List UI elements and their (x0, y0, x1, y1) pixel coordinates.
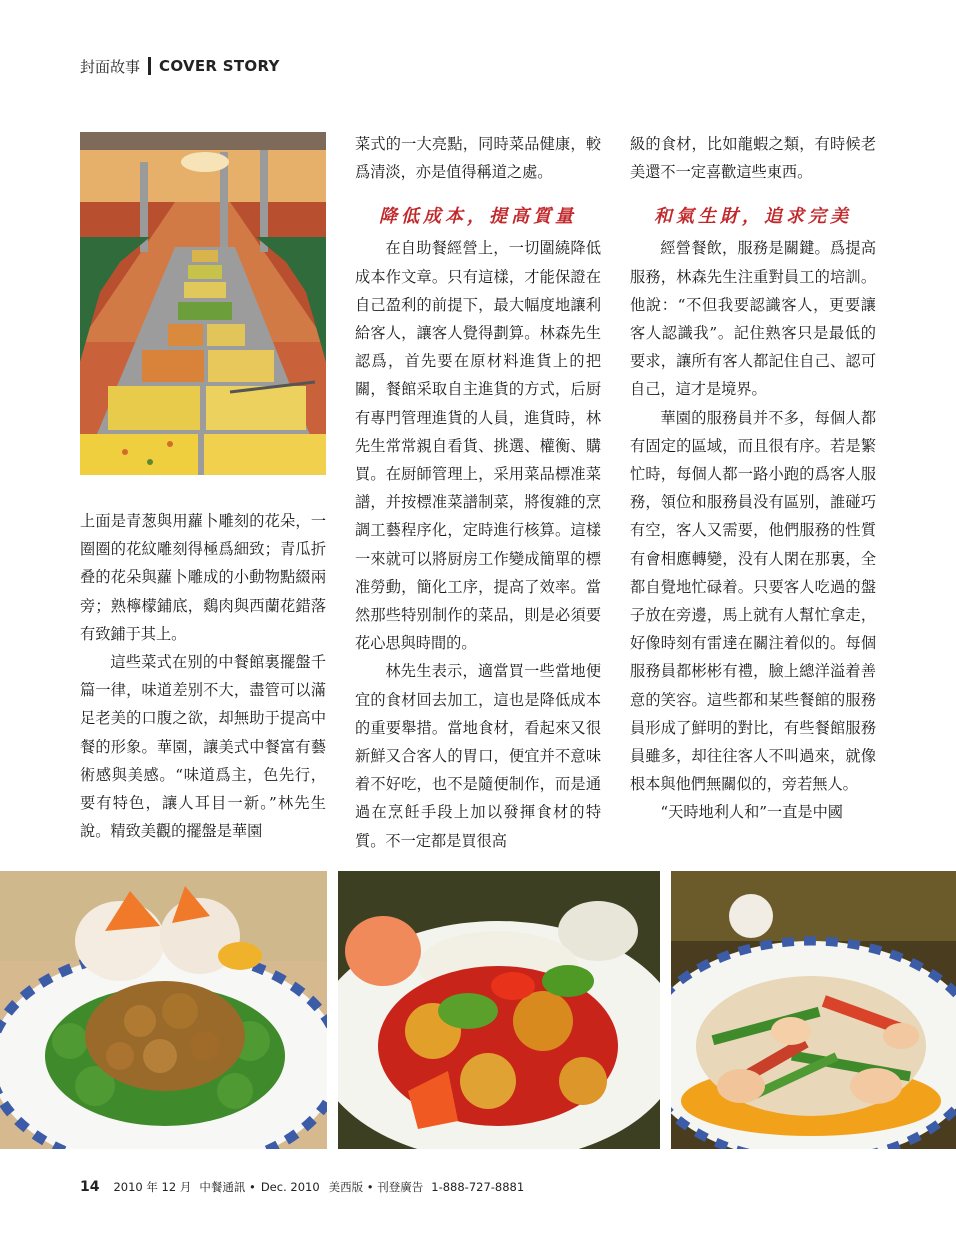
footer-date-cn: 2010 年 12 月 (113, 1180, 192, 1194)
text-column-3 (630, 130, 876, 827)
dish-photo-shrimp-peas (671, 871, 956, 1149)
footer-phone: 1-888-727-8881 (431, 1180, 525, 1194)
section-label-cn: 封面故事 (80, 57, 141, 76)
col1-paragraph-1: 上面是青葱與用蘿卜雕刻的花朵，一圈圈的花紋雕刻得極爲細致；青瓜折叠的花朵與蘿卜雕成的小動物點綴兩旁；熟檸檬鋪底，鷄肉與西蘭花錯落有致鋪于其上。 (80, 512, 326, 643)
text-column-2 (355, 130, 601, 855)
subhead-service: 和氣生財，追求完美 (654, 206, 852, 228)
subhead-cost: 降低成本，提高質量 (379, 206, 577, 228)
page-number: 14 (80, 1179, 100, 1195)
col1-paragraph-2: 這些菜式在别的中餐館裏擺盤千篇一律，味道差别不大，盡管可以滿足老美的口腹之欲，却無助于提高中餐的形象。華園，讓美式中餐富有藝術感與美感。“味道爲主，色先行，要有特色，讓人耳目一新。”林先生說。精致美觀的擺盤是華園 (80, 653, 326, 841)
section-label-en: COVER STORY (159, 57, 280, 75)
footer-edition: 美西版 • 刊登廣告 (328, 1180, 424, 1194)
dish-photo-chicken-broccoli (0, 871, 327, 1149)
page-header (80, 54, 280, 78)
col2-paragraph-top: 菜式的一大亮點，同時菜品健康，較爲清淡，亦是值得稱道之處。 (355, 135, 601, 182)
col3-paragraph-3: “天時地利人和”一直是中國 (660, 803, 843, 822)
footer-date-en: Dec. 2010 (260, 1180, 320, 1194)
footer-magazine: 中餐通訊 • (199, 1180, 256, 1194)
col3-paragraph-top: 級的食材，比如龍蝦之類，有時候老美還不一定喜歡這些東西。 (630, 135, 876, 182)
col3-paragraph-2: 華園的服務員并不多，每個人都有固定的區域，而且很有序。若是繁忙時，每個人都一路小跑的爲客人服務，領位和服務員没有區别，誰碰巧有空，客人又需要，他們服務的性質有會相應轉變，没有人閑在那裏，全都自覺地忙碌着。只要客人吃過的盤子放在旁邊，馬上就有人幫忙拿走，好像時刻有雷達在關注着似的。每個服務員都彬彬有禮，臉上總洋溢着善意的笑容。這些都和某些餐館的服務員形成了鮮明的對比，有些餐館服務員雖多，却往往客人不叫過來，就像根本與他們無關似的，旁若無人。 (630, 408, 876, 794)
page-footer (80, 1179, 524, 1195)
col2-paragraph-1: 在自助餐經營上，一切圍繞降低成本作文章。只有這樣，才能保證在自己盈利的前提下，最大幅度地讓利給客人，讓客人覺得劃算。林森先生認爲，首先要在原材料進貨上的把關，餐館采取自主進貨的方式，后厨有專門管理進貨的人員，進貨時，林先生常常親自看貨、挑選、權衡、購買。在厨師管理上，采用菜品標准菜譜，并按標准菜譜制菜，將復雜的烹調工藝程序化，定時進行核算。這樣一來就可以將厨房工作變成簡單的標准勞動，簡化工序，提高了效率。當然那些特别制作的菜品，則是必須要花心思與時間的。 (355, 239, 601, 653)
text-column-1 (80, 507, 326, 845)
buffet-photo (80, 132, 326, 475)
col3-paragraph-1: 經營餐飲，服務是關鍵。爲提高服務，林森先生注重對員工的培訓。他說：“不但我要認識客人，更要讓客人認識我”。記住熟客只是最低的要求，讓所有客人都記住自己、認可自己，這才是境界。 (630, 239, 876, 399)
header-divider (148, 57, 151, 75)
dish-photo-sweet-sour (338, 871, 660, 1149)
col2-paragraph-2: 林先生表示，適當買一些當地便宜的食材回去加工，這也是降低成本的重要舉措。當地食材，看起來又很新鮮又合客人的胃口，便宜并不意味着不好吃，也不是隨便制作，而是通過在烹飪手段上加以發揮食材的特質。不一定都是買很高 (355, 662, 601, 850)
